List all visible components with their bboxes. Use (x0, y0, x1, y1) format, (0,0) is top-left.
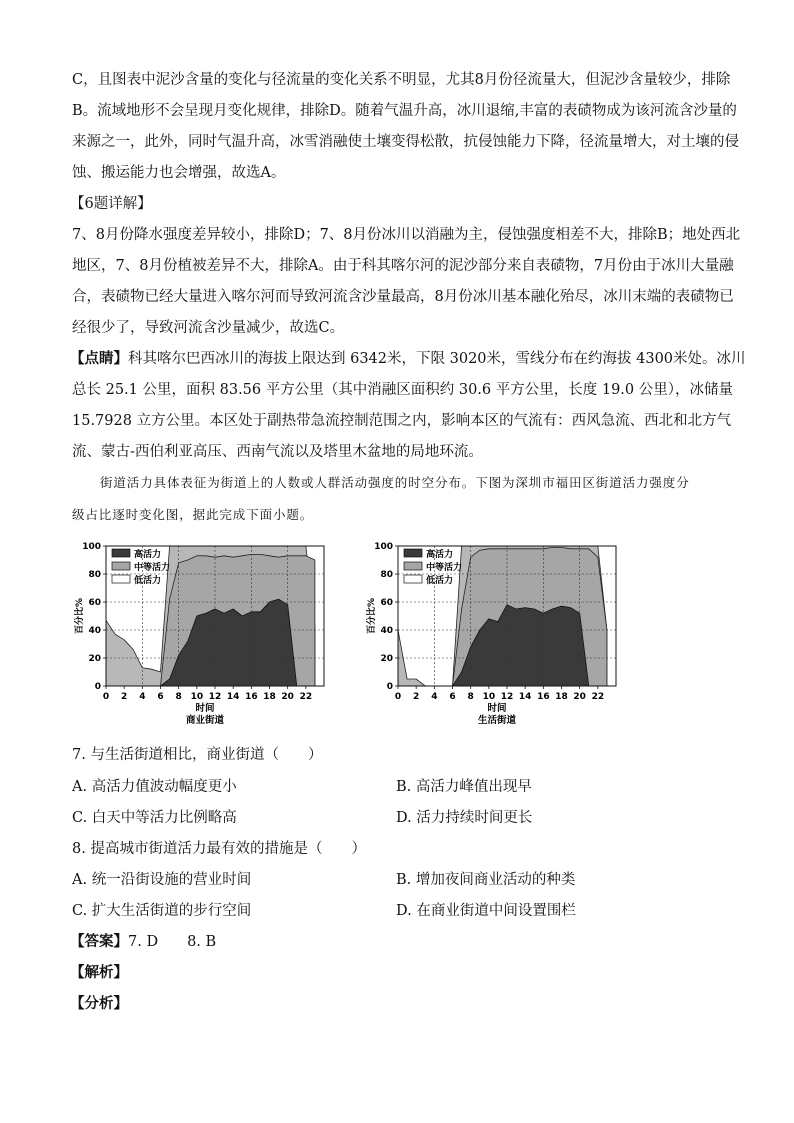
x-tick-label: 0 (394, 692, 402, 702)
x-tick-label: 6 (157, 692, 164, 702)
tip-line (70, 347, 746, 368)
q7-option-b[interactable]: B. 高活力峰值出现早 (396, 779, 532, 795)
legend-swatch (112, 549, 130, 557)
chart-caption: 生活街道 (477, 715, 517, 726)
x-tick-label: 4 (139, 692, 146, 702)
x-tick-label: 22 (591, 692, 605, 702)
text-line: 地区，7、8月份植被差异不大，排除A。由于科其喀尔河的泥沙部分来自表碛物，7月份由于冰川大量融 (72, 258, 734, 274)
y-axis-label: 百分比% (75, 597, 85, 635)
legend-label: 低活力 (134, 576, 162, 586)
chart-commercial-svg (72, 536, 342, 732)
y-tick-label: 20 (88, 654, 101, 664)
x-tick-label: 18 (263, 692, 276, 702)
x-tick-label: 0 (102, 692, 110, 702)
text-line: B。流域地形不会呈现月变化规律，排除D。随着气温升高，冰川退缩,丰富的表碛物成为该河流含沙量的 (72, 103, 737, 119)
y-tick-label: 80 (88, 570, 101, 580)
y-tick-label: 100 (374, 542, 393, 552)
legend-swatch (112, 575, 130, 583)
intro-line: 街道活力具体表征为街道上的人数或人群活动强度的时空分布。下图为深圳市福田区街道活力强度分 (100, 475, 690, 490)
text-line: 流、蒙古-西伯利亚高压、西南气流以及塔里木盆地的局地环流。 (72, 444, 483, 460)
legend-swatch (112, 562, 130, 570)
legend-swatch (404, 562, 422, 570)
q8-stem: 8. 提高城市街道活力最有效的措施是（ ） (72, 841, 366, 857)
analysis-label: 【解析】 (70, 964, 128, 981)
y-tick-label: 40 (88, 626, 101, 636)
x-tick-label: 14 (226, 692, 240, 702)
x-tick-label: 2 (121, 692, 128, 702)
y-tick-label: 60 (88, 598, 101, 608)
intro-line: 级占比逐时变化图，据此完成下面小题。 (72, 507, 314, 522)
q8-option-d[interactable]: D. 在商业街道中间设置围栏 (396, 903, 576, 919)
text-line: 经很少了，导致河流含沙量减少，故选C。 (72, 320, 345, 336)
q8-option-b[interactable]: B. 增加夜间商业活动的种类 (396, 872, 576, 888)
x-axis-label: 时间 (195, 703, 215, 714)
x-tick-label: 16 (537, 692, 550, 702)
chart-caption: 商业街道 (185, 715, 225, 726)
text-line: 蚀、搬运能力也会增强，故选A。 (72, 165, 286, 181)
x-tick-label: 20 (573, 692, 586, 702)
x-tick-label: 10 (190, 692, 204, 702)
x-tick-label: 18 (555, 692, 568, 702)
chart-residential-svg (364, 536, 634, 732)
y-tick-label: 100 (82, 542, 101, 552)
q7-option-c[interactable]: C. 白天中等活力比例略高 (72, 810, 237, 826)
y-tick-label: 20 (380, 654, 393, 664)
text-line: 15.7928 立方公里。本区处于副热带急流控制范围之内，影响本区的气流有：西风急流、西北和北方气 (72, 413, 732, 429)
tip-label: 【点睛】 (70, 350, 128, 367)
fenxi-label: 【分析】 (70, 995, 128, 1012)
x-tick-label: 16 (245, 692, 258, 702)
legend-label: 高活力 (426, 550, 454, 560)
x-tick-label: 8 (467, 692, 474, 702)
y-axis-label: 百分比% (367, 597, 377, 635)
x-tick-label: 12 (208, 692, 222, 702)
tip-text: 科其喀尔巴西冰川的海拔上限达到 6342米，下限 3020米，雪线分布在约海拔 4300米处。冰川 (128, 351, 746, 367)
x-tick-label: 20 (281, 692, 294, 702)
legend-swatch (404, 575, 422, 583)
x-tick-label: 22 (299, 692, 313, 702)
x-tick-label: 8 (175, 692, 182, 702)
y-tick-label: 0 (94, 682, 101, 692)
x-tick-label: 12 (500, 692, 514, 702)
legend-label: 低活力 (426, 576, 454, 586)
y-tick-label: 60 (380, 598, 393, 608)
y-tick-label: 40 (380, 626, 393, 636)
x-axis-label: 时间 (487, 703, 507, 714)
answer-line (70, 930, 216, 951)
q7-option-a[interactable]: A. 高活力值波动幅度更小 (72, 779, 237, 795)
x-tick-label: 2 (413, 692, 420, 702)
answer-text: 7. D 8. B (128, 934, 217, 950)
x-tick-label: 14 (518, 692, 532, 702)
y-tick-label: 80 (380, 570, 393, 580)
text-line: 总长 25.1 公里，面积 83.56 平方公里（其中消融区面积约 30.6 平方公里，长度 19.0 公里），冰储量 (72, 382, 733, 398)
legend-label: 中等活力 (134, 563, 171, 573)
legend-swatch (404, 549, 422, 557)
answer-label: 【答案】 (70, 933, 128, 950)
text-line: C，且图表中泥沙含量的变化与径流量的变化关系不明显，尤其8月份径流量大，但泥沙含量较少，排除 (72, 72, 731, 88)
x-tick-label: 10 (482, 692, 496, 702)
y-tick-label: 0 (386, 682, 393, 692)
chart-residential (364, 536, 634, 736)
x-tick-label: 4 (431, 692, 438, 702)
legend-label: 高活力 (134, 550, 162, 560)
q8-option-c[interactable]: C. 扩大生活街道的步行空间 (72, 903, 252, 919)
chart-commercial (72, 536, 342, 736)
q7-option-d[interactable]: D. 活力持续时间更长 (396, 810, 533, 826)
legend-label: 中等活力 (426, 563, 463, 573)
q7-stem: 7. 与生活街道相比，商业街道（ ） (72, 747, 323, 763)
x-tick-label: 6 (449, 692, 456, 702)
text-line: 来源之一，此外，同时气温升高，冰雪消融使土壤变得松散，抗侵蚀能力下降，径流量增大，对土壤的侵 (72, 134, 739, 150)
text-line: 7、8月份降水强度差异较小，排除D；7、8月份冰川以消融为主，侵蚀强度相差不大，排除B；地处西北 (72, 227, 741, 243)
q6-header: 【6题详解】 (70, 196, 152, 212)
text-line: 合，表碛物已经大量进入喀尔河而导致河流含沙量最高，8月份冰川基本融化殆尽，冰川末端的表碛物已 (72, 289, 734, 305)
q8-option-a[interactable]: A. 统一沿街设施的营业时间 (72, 872, 252, 888)
